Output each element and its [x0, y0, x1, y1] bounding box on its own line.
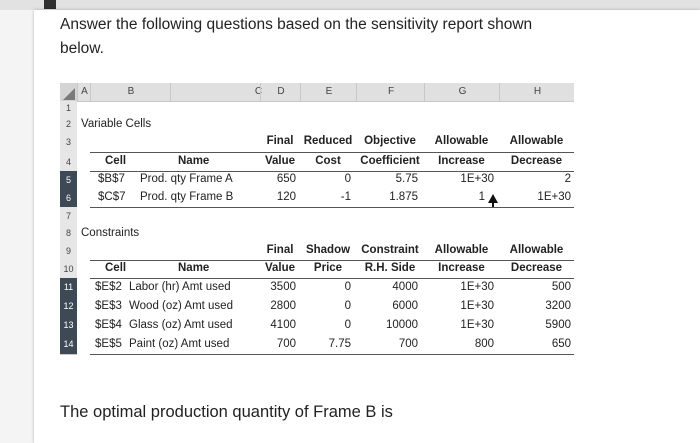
row-header-3: 3: [60, 132, 77, 154]
con-row-2-value: 2800: [270, 300, 296, 312]
row-header-11: 11: [60, 278, 77, 298]
con-row-2-price: 0: [344, 300, 351, 312]
row-header-10: 10: [60, 260, 77, 279]
var-header-coefficient: Coefficient: [360, 155, 420, 167]
var-row-2-name: Prod. qty Frame B: [140, 191, 234, 203]
row-header-9: 9: [60, 242, 77, 261]
var-row-1-value: 650: [276, 173, 296, 185]
var-header-allowable-1: Allowable: [434, 135, 489, 147]
con-row-2-rhs: 6000: [392, 300, 418, 312]
top-bar: [0, 0, 700, 10]
con-header-rule: [90, 278, 574, 279]
var-header-decrease: Decrease: [510, 155, 563, 167]
con-bottom-rule: [90, 354, 574, 355]
con-header-decrease: Decrease: [510, 262, 563, 274]
column-header-e: E: [300, 83, 357, 101]
con-header-increase: Increase: [438, 262, 485, 274]
menu-icon[interactable]: [44, 0, 56, 9]
var-row-2-increase: 1: [478, 191, 485, 203]
con-header-allowable-1: Allowable: [434, 244, 489, 256]
question-text: [60, 13, 630, 61]
var-header-value: Value: [264, 155, 296, 167]
con-row-2-cell: $E$3: [95, 300, 122, 312]
column-header-f: F: [356, 83, 425, 101]
con-row-1-name: Labor (hr) Amt used: [129, 281, 231, 293]
column-header-g: G: [424, 83, 500, 101]
var-header-final: Final: [266, 135, 294, 147]
var-header-cost: Cost: [315, 155, 341, 167]
var-row-2-cost: -1: [340, 191, 351, 203]
con-row-3-price: 0: [344, 319, 351, 331]
var-header-rule: [90, 171, 574, 172]
con-row-4-name: Paint (oz) Amt used: [129, 338, 230, 350]
var-row-1-cost: 0: [344, 173, 351, 185]
con-row-3-increase: 1E+30: [460, 319, 494, 331]
corner-triangle-icon: [63, 88, 75, 100]
con-row-2-decrease: 3200: [545, 300, 571, 312]
var-header-objective: Objective: [364, 135, 416, 147]
con-row-3-decrease: 5900: [545, 319, 571, 331]
var-header-reduced: Reduced: [303, 135, 353, 147]
con-row-3-cell: $E$4: [95, 319, 122, 331]
question-line-2: below.: [60, 40, 104, 57]
con-row-4-price: 7.75: [328, 338, 351, 350]
var-header-cell: Cell: [105, 155, 127, 167]
var-row-2-decrease: 1E+30: [537, 191, 571, 203]
con-row-1-increase: 1E+30: [460, 281, 494, 293]
var-row-2-cell: $C$7: [98, 191, 126, 203]
con-header-value: Value: [264, 262, 296, 274]
var-row-1-increase: 1E+30: [460, 173, 494, 185]
constraints-title: Constraints: [81, 227, 140, 239]
question-prompt: The optimal production quantity of Frame B is: [60, 403, 393, 421]
con-header-rhs: R.H. Side: [364, 262, 416, 274]
var-bottom-rule: [90, 207, 574, 208]
con-row-1-cell: $E$2: [95, 281, 122, 293]
var-header-name: Name: [178, 155, 210, 167]
con-row-1-decrease: 500: [551, 281, 571, 293]
question-line-1: Answer the following questions based on the sensitivity report shown: [60, 16, 533, 33]
var-top-rule: [90, 152, 574, 153]
var-header-allowable-2: Allowable: [509, 135, 564, 147]
variable-cells-title: Variable Cells: [81, 118, 152, 130]
row-header-2: 2: [60, 116, 77, 133]
con-header-allowable-2: Allowable: [509, 244, 564, 256]
column-header-b: B: [90, 83, 171, 101]
row-header-7: 7: [60, 207, 77, 226]
select-all-corner: [60, 83, 77, 101]
row-header-8: 8: [60, 225, 77, 243]
row-header-12: 12: [60, 297, 77, 317]
row-header-4: 4: [60, 153, 77, 172]
column-header-d: D: [260, 83, 301, 101]
con-row-3-rhs: 10000: [386, 319, 418, 331]
column-header-a: A: [77, 83, 91, 101]
con-header-final: Final: [266, 244, 294, 256]
con-header-cell: Cell: [105, 262, 127, 274]
con-row-1-rhs: 4000: [392, 281, 418, 293]
con-row-1-value: 3500: [270, 281, 296, 293]
con-row-4-value: 700: [276, 338, 296, 350]
column-header-h: H: [499, 83, 575, 101]
con-row-4-increase: 800: [474, 338, 494, 350]
con-row-2-increase: 1E+30: [460, 300, 494, 312]
con-row-3-value: 4100: [270, 319, 296, 331]
var-header-increase: Increase: [438, 155, 485, 167]
row-header-14: 14: [60, 335, 77, 355]
con-header-price: Price: [313, 262, 343, 274]
sensitivity-report-image: [60, 83, 574, 375]
var-row-1-name: Prod. qty Frame A: [140, 173, 233, 185]
row-header-13: 13: [60, 316, 77, 336]
con-header-name: Name: [178, 262, 210, 274]
con-row-4-decrease: 650: [551, 338, 571, 350]
con-row-2-name: Wood (oz) Amt used: [129, 300, 233, 312]
mouse-cursor-stem: [492, 202, 494, 207]
con-top-rule: [90, 260, 574, 261]
row-header-5: 5: [60, 171, 77, 190]
column-header-c: C: [170, 83, 346, 101]
con-header-constraint: Constraint: [361, 244, 419, 256]
var-row-2-coef: 1.875: [389, 191, 418, 203]
var-row-2-value: 120: [276, 191, 296, 203]
row-header-6: 6: [60, 189, 77, 208]
con-row-3-name: Glass (oz) Amt used: [129, 319, 233, 331]
con-row-4-cell: $E$5: [95, 338, 122, 350]
var-row-1-cell: $B$7: [98, 173, 125, 185]
con-row-1-price: 0: [344, 281, 351, 293]
var-row-1-decrease: 2: [564, 173, 571, 185]
con-row-4-rhs: 700: [398, 338, 418, 350]
con-header-shadow: Shadow: [305, 244, 351, 256]
var-row-1-coef: 5.75: [395, 173, 418, 185]
row-header-1: 1: [60, 101, 77, 117]
